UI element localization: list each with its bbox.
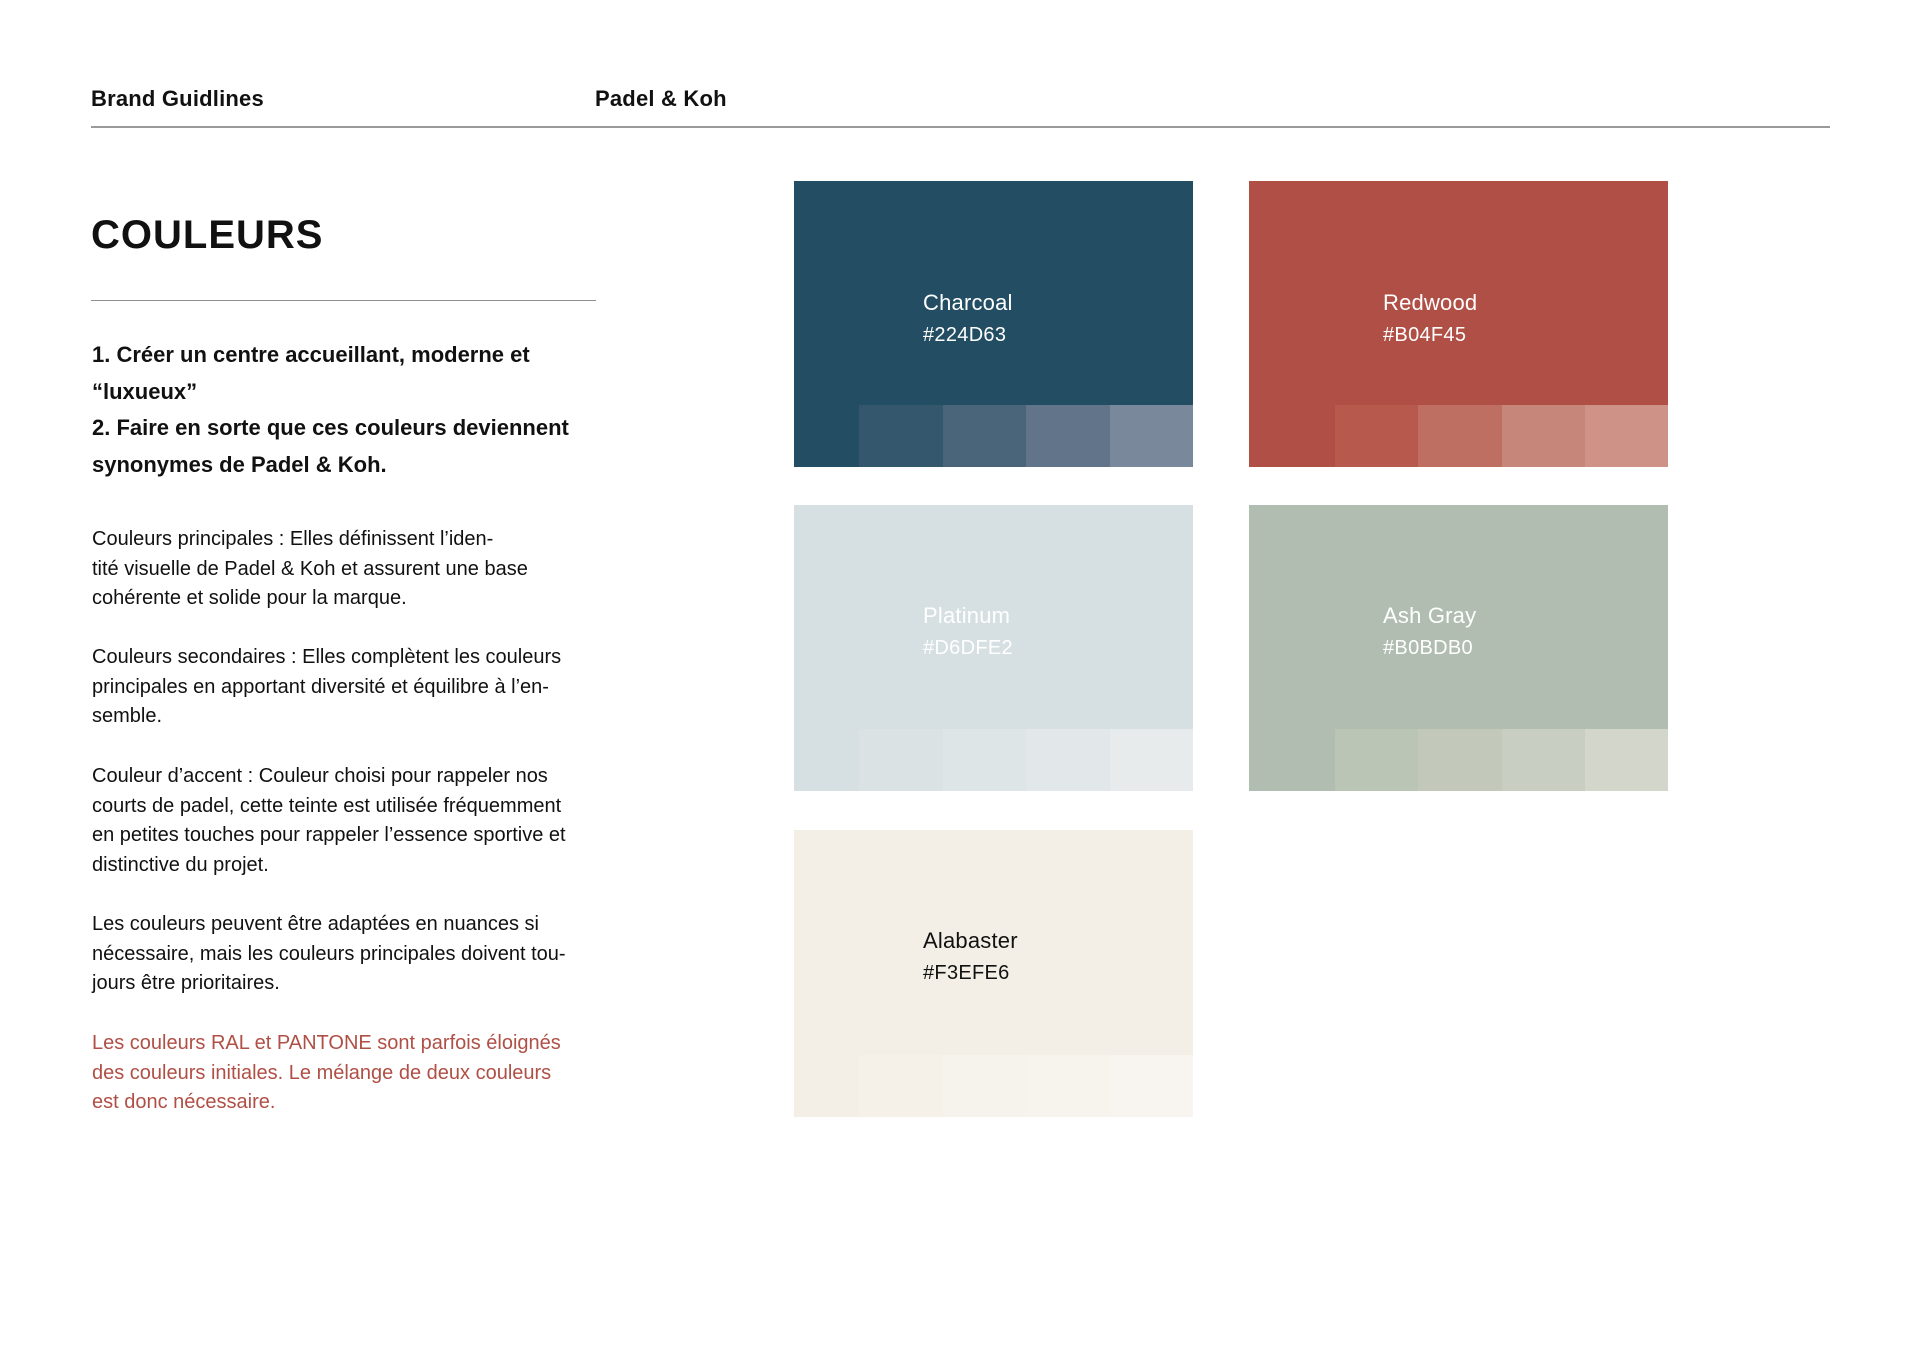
swatch-tints <box>1335 729 1668 791</box>
swatch-redwood <box>1249 181 1668 467</box>
tint-chip <box>1418 405 1501 467</box>
swatch-hex: #B0BDB0 <box>1383 637 1473 659</box>
swatch-tints <box>859 405 1193 467</box>
tint-chip <box>859 405 943 467</box>
tint-chip <box>1026 729 1110 791</box>
swatch-charcoal <box>794 181 1193 467</box>
paragraph-accent-color: Couleur d’accent : Couleur choisi pour rappeler nos courts de padel, cette teinte est utilisée fréquemment en petites touches pour rappeler l’essence sportive et distinctive du projet. <box>92 765 566 876</box>
tint-chip <box>1110 1055 1194 1117</box>
header-divider <box>91 126 1830 128</box>
tint-chip <box>943 729 1027 791</box>
tint-chip <box>859 729 943 791</box>
swatch-name: Charcoal <box>923 290 1013 315</box>
tint-chip <box>1418 729 1501 791</box>
tint-chip <box>1585 729 1668 791</box>
goal-line: “luxueux” <box>92 378 198 404</box>
swatch-hex: #F3EFE6 <box>923 962 1010 984</box>
tint-chip <box>1110 405 1194 467</box>
paragraph-secondary-colors: Couleurs secondaires : Elles complètent les couleurs principales en apportant diversité et équilibre à l’en- semble. <box>92 646 562 728</box>
swatch-name: Ash Gray <box>1383 603 1477 628</box>
header-brand-guidelines: Brand Guidlines <box>91 86 264 111</box>
tint-chip <box>1502 405 1585 467</box>
paragraph-main-colors: Couleurs principales : Elles définissent l’iden- tité visuelle de Padel & Koh et assurent une base cohérente et solide pour la marque. <box>92 528 528 610</box>
header-project-name: Padel & Koh <box>595 86 727 111</box>
tint-chip <box>943 1055 1027 1117</box>
tint-chip <box>859 1055 943 1117</box>
swatch-platinum <box>794 505 1193 791</box>
goals-list <box>92 337 612 483</box>
swatch-hex: #B04F45 <box>1383 324 1467 346</box>
tint-chip <box>1110 729 1194 791</box>
tint-chip <box>1585 405 1668 467</box>
swatch-name: Redwood <box>1383 290 1478 315</box>
tint-chip <box>1335 405 1418 467</box>
tint-chip <box>943 405 1027 467</box>
swatch-name: Platinum <box>923 603 1011 628</box>
swatch-tints <box>1335 405 1668 467</box>
tint-chip <box>1502 729 1585 791</box>
title-divider <box>91 300 596 301</box>
swatch-tints <box>859 1055 1193 1117</box>
accent-note: Les couleurs RAL et PANTONE sont parfois éloignés des couleurs initiales. Le mélange de deux couleurs est donc nécessaire. <box>92 1032 561 1114</box>
swatch-hex: #D6DFE2 <box>923 637 1013 659</box>
goal-line: 2. Faire en sorte que ces couleurs deviennent <box>92 415 569 440</box>
swatch-tints <box>859 729 1193 791</box>
paragraph-shades: Les couleurs peuvent être adaptées en nuances si nécessaire, mais les couleurs principales doivent tou- jours être prioritaires. <box>92 913 566 995</box>
swatch-hex: #224D63 <box>923 324 1007 346</box>
swatch-alabaster <box>794 830 1193 1117</box>
tint-chip <box>1026 405 1110 467</box>
tint-chip <box>1026 1055 1110 1117</box>
goal-line: synonymes de Padel & Koh. <box>92 451 387 477</box>
tint-chip <box>1335 729 1418 791</box>
swatch-name: Alabaster <box>923 928 1018 953</box>
goal-line: 1. Créer un centre accueillant, moderne et <box>92 342 530 367</box>
swatch-ash-gray <box>1249 505 1668 791</box>
page-title: COULEURS <box>91 213 324 257</box>
